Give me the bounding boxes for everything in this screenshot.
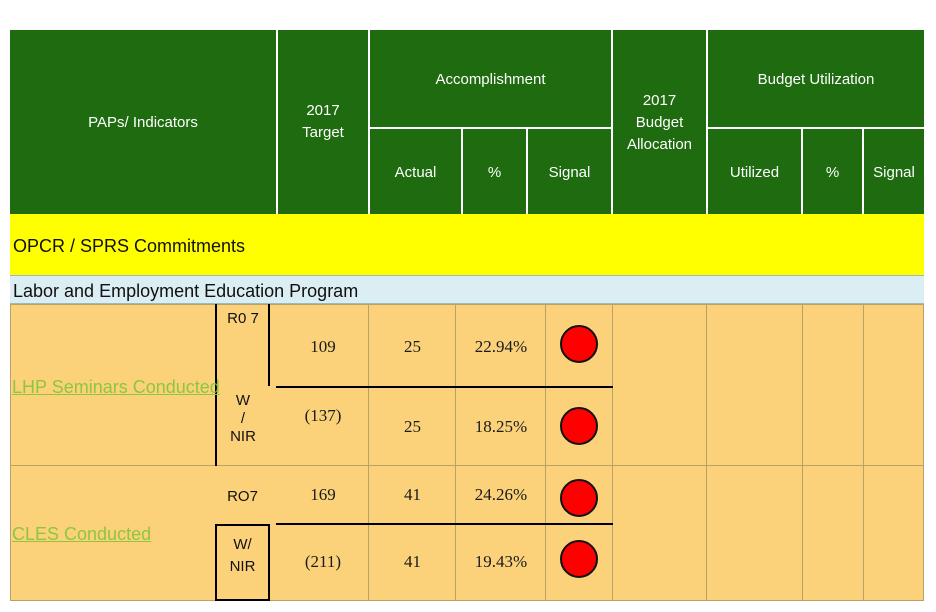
actual-value: 25: [404, 337, 421, 356]
header-signal-budget: Signal: [873, 164, 915, 181]
header-budget-utilization: Budget Utilization: [757, 71, 875, 88]
scope-label: W / NIR: [230, 392, 256, 445]
signal-red-dot: [560, 407, 598, 445]
target-value: 169: [310, 485, 336, 504]
target-value: (211): [304, 552, 342, 571]
section-title: OPCR / SPRS Commitments: [13, 236, 246, 256]
program-title: Labor and Employment Education Program: [13, 281, 359, 301]
indicator-lhp-seminars-link[interactable]: LHP Seminars Conducted: [12, 377, 220, 397]
section-row: [10, 214, 924, 275]
indicator-cles-link[interactable]: CLES Conducted: [12, 524, 152, 544]
program-row: [10, 275, 924, 304]
header-utilized: Utilized: [729, 164, 780, 181]
header-actual: Actual: [394, 164, 437, 181]
signal-red-dot: [560, 479, 598, 517]
actual-value: 41: [404, 552, 421, 571]
scope-label: R0 7: [227, 310, 259, 327]
target-value: (137): [304, 406, 342, 425]
percent-value: 22.94%: [474, 337, 528, 356]
actual-value: 41: [404, 485, 421, 504]
header-2017-budget-allocation: 2017 Budget Allocation: [626, 92, 693, 153]
percent-value: 24.26%: [474, 485, 528, 504]
header-percent-budget: %: [825, 164, 840, 181]
percent-value: 18.25%: [474, 417, 528, 436]
header-2017-target: 2017 Target: [302, 102, 344, 141]
header-paps-indicators: PAPs/ Indicators: [88, 114, 198, 131]
header-percent: %: [487, 164, 502, 181]
header-signal: Signal: [548, 164, 591, 181]
header-accomplishment: Accomplishment: [435, 71, 546, 88]
percent-value: 19.43%: [474, 552, 528, 571]
scope-label: RO7: [227, 488, 258, 505]
signal-red-dot: [560, 540, 598, 578]
actual-value: 25: [404, 417, 421, 436]
signal-red-dot: [560, 325, 598, 363]
scope-label: W/ NIR: [229, 536, 256, 575]
target-value: 109: [310, 337, 336, 356]
